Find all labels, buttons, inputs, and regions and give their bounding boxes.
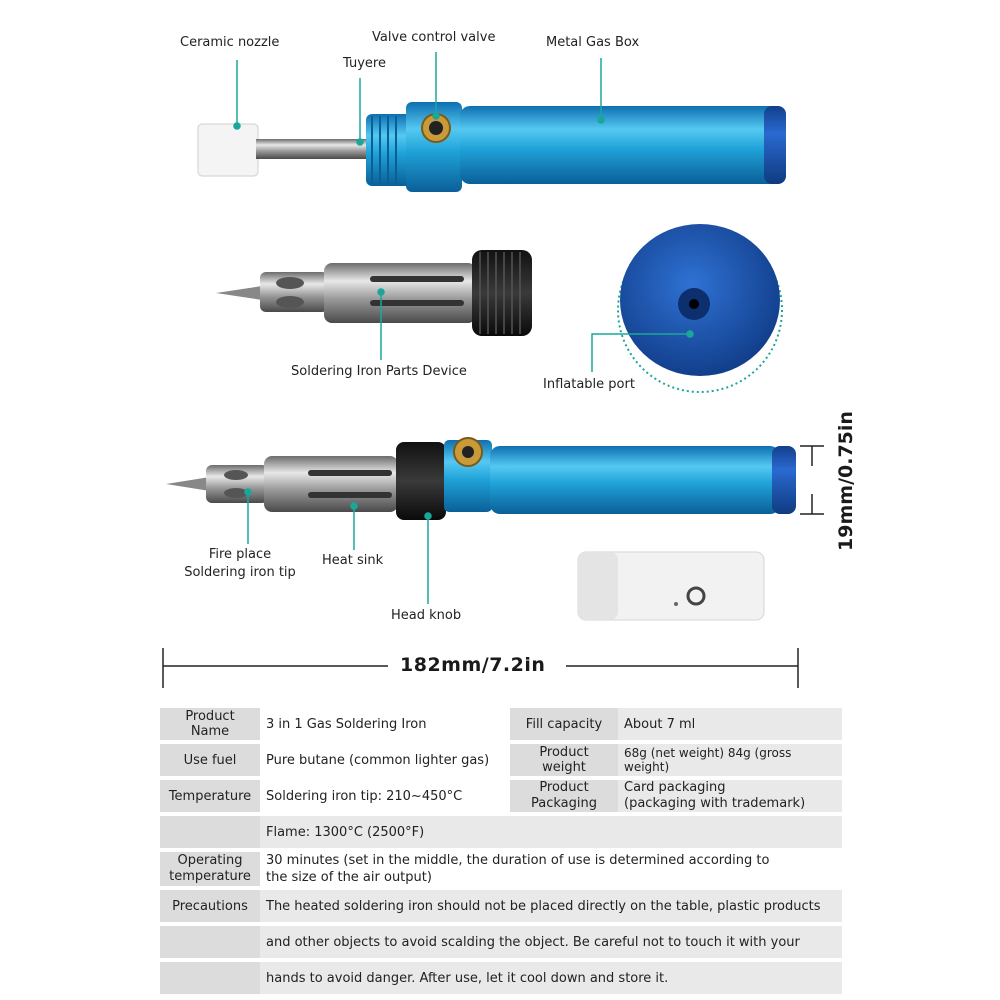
label-fire-place-line: Fire place — [208, 547, 272, 562]
spec-value — [260, 852, 842, 886]
spec-value-line: (packaging with trademark) — [624, 796, 806, 811]
label-valve-control-valve: Valve control valve — [372, 30, 496, 45]
tuyere-tube — [256, 139, 368, 159]
spec-value: Soldering iron tip: 210~450°C — [260, 780, 510, 812]
table-row — [160, 890, 842, 922]
spec-label-empty — [160, 926, 260, 958]
spec-value: 3 in 1 Gas Soldering Iron — [260, 708, 510, 740]
spec-label-line: temperature — [169, 869, 251, 884]
diameter-dimension: 19mm/0.75in — [835, 411, 857, 551]
spec-value-line: the size of the air output) — [266, 870, 432, 885]
label-tuyere: Tuyere — [343, 56, 386, 71]
soldering-head — [216, 250, 532, 336]
table-row — [160, 852, 842, 886]
spec-value-line: 30 minutes (set in the middle, the duration of use is determined according to — [266, 853, 770, 868]
torch-assembly — [198, 102, 786, 192]
spec-label: Use fuel — [160, 744, 260, 776]
spec-table — [160, 704, 842, 998]
spec-value: The heated soldering iron should not be placed directly on the table, plastic products — [260, 890, 842, 922]
spec-label: Precautions — [160, 890, 260, 922]
spec-value: Flame: 1300°C (2500°F) — [260, 816, 842, 848]
spec-value: and other objects to avoid scalding the object. Be careful not to touch it with your — [260, 926, 842, 958]
label-ceramic-nozzle: Ceramic nozzle — [180, 35, 280, 50]
assembled-soldering-iron — [166, 438, 796, 520]
table-row — [160, 926, 842, 958]
label-soldering-iron-tip-line: Soldering iron tip — [184, 565, 296, 580]
inflatable-port-detail — [618, 224, 782, 392]
ceramic-nozzle — [198, 124, 258, 176]
protective-cap — [578, 552, 764, 620]
label-fire-place — [180, 546, 300, 582]
spec-label-empty — [160, 962, 260, 994]
label-metal-gas-box: Metal Gas Box — [546, 35, 640, 50]
metal-gas-box — [460, 106, 780, 184]
table-row — [160, 816, 842, 848]
end-cap — [764, 106, 786, 184]
spec-label: Product weight — [510, 744, 618, 776]
spec-label-empty — [160, 816, 260, 848]
spec-label — [510, 780, 618, 812]
table-row — [160, 708, 842, 740]
spec-value: Pure butane (common lighter gas) — [260, 744, 510, 776]
label-soldering-iron-parts-device: Soldering Iron Parts Device — [291, 364, 467, 379]
spec-value: 68g (net weight) 84g (gross weight) — [618, 744, 842, 776]
spec-label: Temperature — [160, 780, 260, 812]
label-heat-sink: Heat sink — [322, 553, 384, 568]
spec-label-line: Product — [539, 780, 589, 795]
spec-label — [160, 852, 260, 886]
table-row — [160, 962, 842, 994]
spec-label: Product Name — [160, 708, 260, 740]
table-row — [160, 744, 842, 776]
spec-value-line: Card packaging — [624, 780, 726, 795]
label-inflatable-port: Inflatable port — [543, 377, 635, 392]
label-head-knob: Head knob — [391, 608, 462, 623]
length-dimension: 182mm/7.2in — [400, 654, 546, 676]
spec-label-line: Operating — [177, 853, 243, 868]
spec-label-line: Packaging — [531, 796, 597, 811]
spec-value: About 7 ml — [618, 708, 842, 740]
spec-label: Fill capacity — [510, 708, 618, 740]
spec-value: hands to avoid danger. After use, let it cool down and store it. — [260, 962, 842, 994]
head-knob-part — [472, 250, 532, 336]
spec-value — [618, 780, 842, 812]
table-row — [160, 780, 842, 812]
